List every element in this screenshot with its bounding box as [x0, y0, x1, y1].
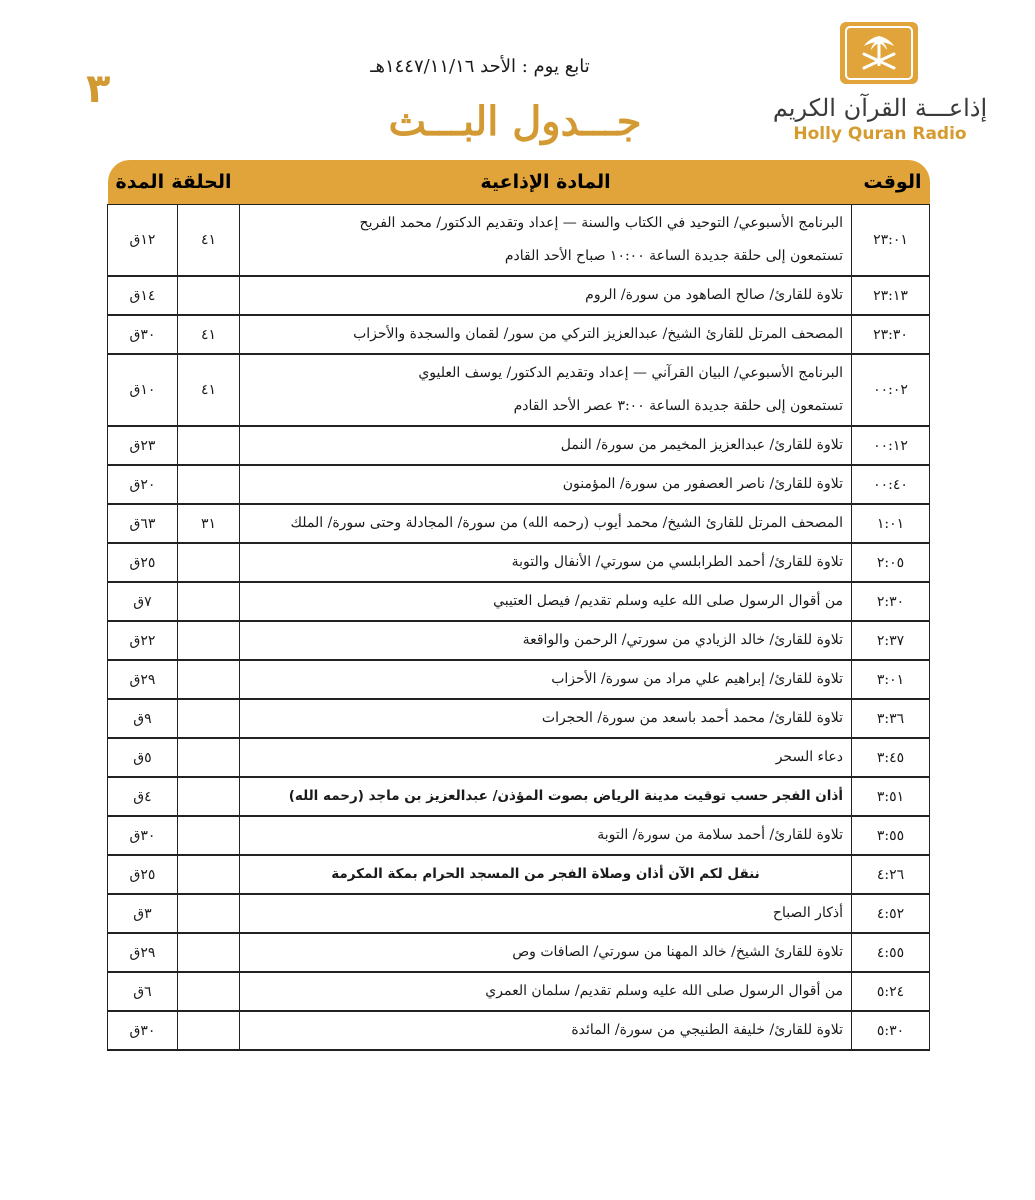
table-row [108, 354, 930, 426]
cell-program [240, 315, 852, 354]
column-header-episode: الحلقة [178, 160, 240, 205]
cell-program [240, 1011, 852, 1050]
column-header-program: المادة الإذاعية [240, 160, 852, 205]
program-line: تستمعون إلى حلقة جديدة الساعة ٣:٠٠ عصر الأحد القادم [513, 398, 843, 414]
table-row [108, 504, 930, 543]
cell-time: ٤:٢٦ [852, 855, 930, 894]
table-row [108, 205, 930, 277]
cell-duration: ٦ق [108, 972, 178, 1011]
program-line: تلاوة للقارئ/ أحمد سلامة من سورة/ التوبة [597, 827, 843, 843]
cell-duration: ١٠ق [108, 354, 178, 426]
cell-time: ٢:٣٠ [852, 582, 930, 621]
program-line: أذكار الصباح [772, 905, 843, 921]
table-row [108, 699, 930, 738]
palm-swords-emblem-icon [840, 22, 918, 84]
program-line: تلاوة للقارئ/ محمد أحمد باسعد من سورة/ الحجرات [541, 710, 843, 726]
table-row [108, 777, 930, 816]
cell-episode [178, 816, 240, 855]
logo-emblem [840, 22, 918, 84]
cell-episode [178, 855, 240, 894]
cell-time: ٢٣:٠١ [852, 205, 930, 277]
cell-episode: ٤١ [178, 205, 240, 277]
table-row [108, 738, 930, 777]
page-title: جـــدول البـــث [388, 98, 642, 145]
logo-text-arabic: إذاعـــة القرآن الكريم [772, 94, 988, 122]
program-line: البرنامج الأسبوعي/ التوحيد في الكتاب والسنة — إعداد وتقديم الدكتور/ محمد الفريح [359, 215, 843, 231]
table-row [108, 315, 930, 354]
program-line: تلاوة للقارئ/ ناصر العصفور من سورة/ المؤمنون [562, 476, 843, 492]
cell-time: ٣:٥١ [852, 777, 930, 816]
table-row [108, 543, 930, 582]
program-line: ننقل لكم الآن أذان وصلاة الفجر من المسجد الحرام بمكة المكرمة [331, 866, 760, 882]
cell-duration: ٩ق [108, 699, 178, 738]
cell-duration: ٥ق [108, 738, 178, 777]
cell-episode [178, 699, 240, 738]
cell-episode: ٣١ [178, 504, 240, 543]
cell-episode [178, 1011, 240, 1050]
program-line: تلاوة للقارئ/ عبدالعزيز المخيمر من سورة/ النمل [560, 437, 843, 453]
broadcast-schedule-table [107, 160, 930, 1051]
cell-time: ٤:٥٥ [852, 933, 930, 972]
cell-episode [178, 738, 240, 777]
cell-program [240, 972, 852, 1011]
program-line: تلاوة للقارئ/ خليفة الطنيجي من سورة/ المائدة [571, 1022, 843, 1038]
cell-duration: ٣ق [108, 894, 178, 933]
cell-duration: ١٤ق [108, 276, 178, 315]
program-line: من أقوال الرسول صلى الله عليه وسلم تقديم/ سلمان العمري [485, 983, 843, 999]
program-line: تلاوة للقارئ/ خالد الزيادي من سورتي/ الرحمن والواقعة [522, 632, 843, 648]
table-row [108, 582, 930, 621]
cell-episode: ٤١ [178, 315, 240, 354]
table-row [108, 855, 930, 894]
cell-duration: ٧ق [108, 582, 178, 621]
cell-episode [178, 465, 240, 504]
cell-program [240, 621, 852, 660]
cell-time: ١:٠١ [852, 504, 930, 543]
program-line: من أقوال الرسول صلى الله عليه وسلم تقديم/ فيصل العتيبي [493, 593, 843, 609]
cell-program [240, 276, 852, 315]
program-line: تستمعون إلى حلقة جديدة الساعة ١٠:٠٠ صباح الأحد القادم [504, 248, 843, 264]
cell-time: ٥:٢٤ [852, 972, 930, 1011]
table-header-row [108, 160, 930, 205]
cell-program [240, 205, 852, 277]
table-row [108, 621, 930, 660]
cell-episode [178, 426, 240, 465]
cell-program [240, 426, 852, 465]
cell-episode [178, 972, 240, 1011]
cell-time: ٣:٥٥ [852, 816, 930, 855]
cell-duration: ٣٠ق [108, 816, 178, 855]
program-line: البرنامج الأسبوعي/ البيان القرآني — إعداد وتقديم الدكتور/ يوسف العليوي [418, 365, 843, 381]
cell-episode [178, 894, 240, 933]
cell-program [240, 543, 852, 582]
cell-program [240, 738, 852, 777]
cell-time: ٠٠:١٢ [852, 426, 930, 465]
logo-text-english: Holly Quran Radio [793, 124, 967, 144]
cell-duration: ٢٢ق [108, 621, 178, 660]
program-line: تلاوة للقارئ الشيخ/ خالد المهنا من سورتي/ الصافات وص [512, 944, 843, 960]
cell-duration: ٦٣ق [108, 504, 178, 543]
program-line: أذان الفجر حسب توقيت مدينة الرياض بصوت المؤذن/ عبدالعزيز بن ماجد (رحمه الله) [288, 788, 843, 804]
cell-program [240, 855, 852, 894]
cell-time: ٢:٣٧ [852, 621, 930, 660]
cell-episode [178, 582, 240, 621]
cell-time: ٤:٥٢ [852, 894, 930, 933]
table-row [108, 933, 930, 972]
program-line: المصحف المرتل للقارئ الشيخ/ محمد أيوب (رحمه الله) من سورة/ المجادلة وحتى سورة/ الملك [290, 515, 843, 531]
cell-program [240, 777, 852, 816]
cell-episode [178, 276, 240, 315]
cell-program [240, 933, 852, 972]
cell-duration: ٢٩ق [108, 933, 178, 972]
cell-episode: ٤١ [178, 354, 240, 426]
table-row [108, 426, 930, 465]
cell-program [240, 354, 852, 426]
cell-duration: ١٢ق [108, 205, 178, 277]
cell-program [240, 894, 852, 933]
cell-episode [178, 543, 240, 582]
cell-time: ٢:٠٥ [852, 543, 930, 582]
cell-program [240, 582, 852, 621]
cell-episode [178, 660, 240, 699]
cell-program [240, 699, 852, 738]
cell-duration: ٢٥ق [108, 543, 178, 582]
cell-episode [178, 933, 240, 972]
cell-time: ٣:٣٦ [852, 699, 930, 738]
cell-time: ٠٠:٤٠ [852, 465, 930, 504]
program-line: دعاء السحر [775, 749, 843, 765]
table-row [108, 465, 930, 504]
cell-duration: ٤ق [108, 777, 178, 816]
cell-duration: ٢٩ق [108, 660, 178, 699]
program-line: المصحف المرتل للقارئ الشيخ/ عبدالعزيز التركي من سور/ لقمان والسجدة والأحزاب [353, 326, 843, 342]
cell-time: ٢٣:٣٠ [852, 315, 930, 354]
cell-program [240, 504, 852, 543]
cell-duration: ٣٠ق [108, 315, 178, 354]
cell-duration: ٢٠ق [108, 465, 178, 504]
cell-time: ٣:٠١ [852, 660, 930, 699]
cell-duration: ٣٠ق [108, 1011, 178, 1050]
program-line: تلاوة للقارئ/ صالح الصاهود من سورة/ الروم [585, 287, 843, 303]
cell-time: ٢٣:١٣ [852, 276, 930, 315]
cell-duration: ٢٥ق [108, 855, 178, 894]
cell-time: ٣:٤٥ [852, 738, 930, 777]
table-row [108, 1011, 930, 1050]
column-header-duration: المدة [108, 160, 178, 205]
table-row [108, 972, 930, 1011]
date-line: تابع يوم : الأحد ١٤٤٧/١١/١٦هـ [370, 56, 590, 77]
cell-program [240, 660, 852, 699]
program-line: تلاوة للقارئ/ أحمد الطرابلسي من سورتي/ الأنفال والتوبة [511, 554, 843, 570]
table-row [108, 816, 930, 855]
table-row [108, 276, 930, 315]
cell-duration: ٢٣ق [108, 426, 178, 465]
cell-time: ٠٠:٠٢ [852, 354, 930, 426]
cell-episode [178, 621, 240, 660]
program-line: تلاوة للقارئ/ إبراهيم علي مراد من سورة/ الأحزاب [551, 671, 843, 687]
cell-episode [178, 777, 240, 816]
table-row [108, 894, 930, 933]
cell-program [240, 816, 852, 855]
column-header-time: الوقت [852, 160, 930, 205]
cell-program [240, 465, 852, 504]
cell-time: ٥:٣٠ [852, 1011, 930, 1050]
page-number: ٣ [86, 66, 111, 112]
table-row [108, 660, 930, 699]
